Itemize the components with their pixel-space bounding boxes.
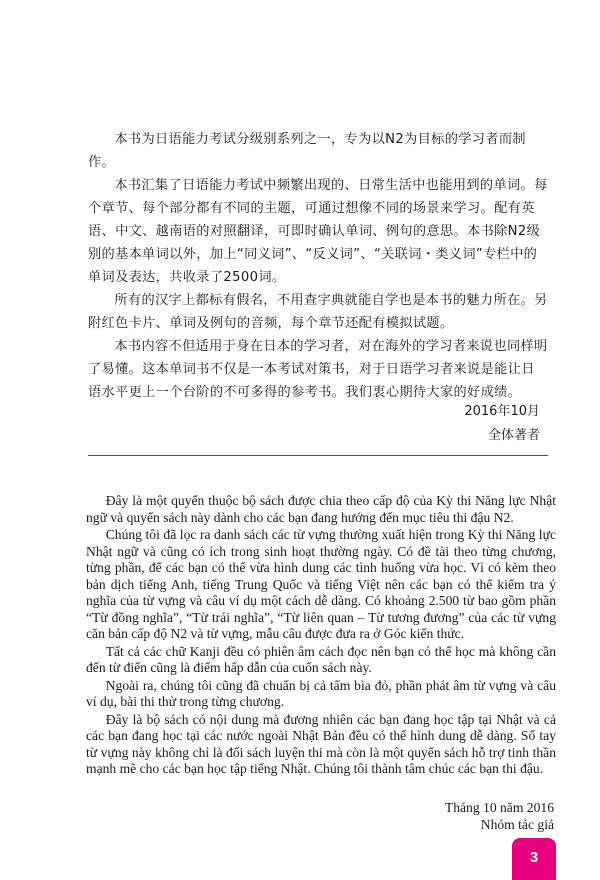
vietnamese-paragraph: Chúng tôi đã lọc ra danh sách các từ vựng thường xuất hiện trong Kỳ thi Năng lực Nhật ngữ và cũng có ích trong sinh hoạt thường ngày. Có đề tài theo từng chương, từng phần, để các bạn có thể vừa hình dung các tình huống vừa học. Vì có kèm theo bản dịch tiếng Anh, tiếng Trung Quốc và tiếng Việt nên các bạn có thể kiểm tra ý nghĩa của từ vựng và câu ví dụ một cách dễ dàng. Có khoảng 2.500 từ bao gồm phần “Từ đồng nghĩa”, “Từ trái nghĩa”, “Từ liên quan – Từ tương đương” của các từ vựng căn bản cấp độ N2 và từ vựng, mẫu câu được đưa ra ở Góc kiến thức.	[86, 527, 556, 641]
chinese-paragraph: 本书汇集了日语能力考试中频繁出现的、日常生活中也能用到的单词。每个章节、每个部分都有不同的主题，可通过想像不同的场景来学习。配有英语、中文、越南语的对照翻译，可即时确认单词、例句的意思。本书除N2级别的基本单词以外，加上“同义词”、“反义词”、“关联词・类义词”专栏中的单词及表达，共收录了2500词。	[88, 178, 548, 285]
page-number: 3	[529, 849, 539, 866]
vietnamese-signature	[445, 800, 554, 833]
vietnamese-author: Nhóm tác giả	[480, 816, 554, 832]
vietnamese-paragraph: Tất cả các chữ Kanji đều có phiên âm cách đọc nên bạn có thể học mà không cần đến từ điển cũng là điểm hấp dẫn của cuốn sách này.	[86, 643, 556, 675]
vietnamese-paragraph: Đây là bộ sách có nội dung mà đương nhiên các bạn đang học tập tại Nhật và cả các bạn đang học tại các nước ngoài Nhật Bản đều có thể hình dung dễ dàng. Sổ tay từ vựng này không chỉ là đối sách luyện thi mà còn là một quyển sách hỗ trợ tinh thần mạnh mẽ cho các bạn học tập tiếng Nhật. Chúng tôi thành tâm chúc các bạn thi đậu.	[86, 711, 556, 776]
chinese-paragraph: 本书内容不但适用于身在日本的学习者，对在海外的学习者来说也同样明了易懂。这本单词书不仅是一本考试对策书，对于日语学习者来说是能让日语水平更上一个台阶的不可多得的参考书。我们衷心期待大家的好成绩。	[88, 339, 548, 400]
chinese-author: 全体著者	[487, 428, 540, 443]
page-number-tab	[512, 838, 556, 880]
vietnamese-date: Tháng 10 năm 2016	[444, 800, 554, 815]
chinese-paragraph: 所有的汉字上都标有假名，不用查字典就能自学也是本书的魅力所在。另附红色卡片、单词及例句的音频，每个章节还配有模拟试题。	[88, 293, 548, 331]
vietnamese-preface	[86, 493, 556, 779]
vietnamese-paragraph: Đây là một quyển thuộc bộ sách được chia theo cấp độ của Kỳ thi Năng lực Nhật ngữ và quyển sách này dành cho các bạn đang hướng đến mục tiêu thi đậu N2.	[86, 493, 556, 525]
chinese-paragraph: 本书为日语能力考试分级别系列之一，专为以N2为目标的学习者而制作。	[88, 132, 526, 170]
section-divider	[88, 455, 548, 456]
vietnamese-paragraph: Ngoài ra, chúng tôi cũng đã chuẩn bị cả tấm bìa đỏ, phần phát âm từ vựng và câu ví dụ, bài thi thử trong từng chương.	[86, 677, 556, 709]
chinese-preface	[88, 128, 548, 404]
chinese-date: 2016年10月	[464, 404, 540, 419]
chinese-signature	[464, 400, 540, 448]
